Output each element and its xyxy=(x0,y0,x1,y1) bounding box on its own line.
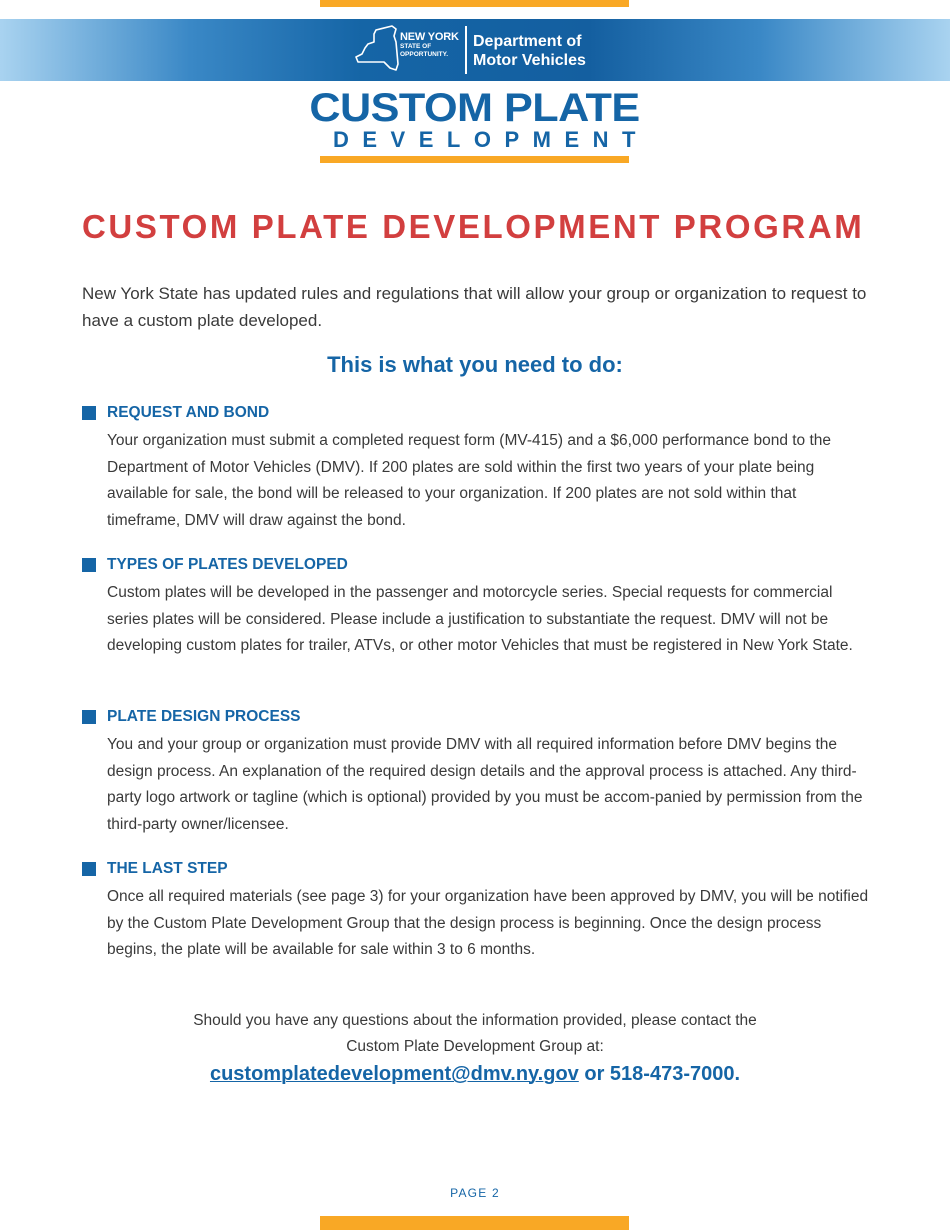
square-bullet-icon xyxy=(82,710,96,724)
top-accent-bar xyxy=(320,0,629,7)
section-title: PLATE DESIGN PROCESS xyxy=(107,708,301,725)
program-logo-title: CUSTOM PLATE xyxy=(309,86,640,130)
state-wordmark xyxy=(400,32,459,58)
section-body: Your organization must submit a completed request form (MV-415) and a $6,000 performance bond to the Department of Motor Vehicles (DMV). If 200 plates are sold within the first two years of your plate being available for sale, the bond will be released to your organization. If 200 plates are not sold within that timeframe, DMV will draw against the bond. xyxy=(107,432,832,529)
program-logo xyxy=(309,86,649,163)
section-last-step xyxy=(82,858,882,964)
contact-text xyxy=(0,1008,950,1060)
section-request-and-bond xyxy=(82,402,882,534)
section-body: You and your group or organization must provide DMV with all required information before DMV begins the design process. An explanation of the required design details and the approval process is attached. Any third-party logo artwork or tagline (which is optional) provided by you must be accom-panied by permission from the third-party owner/licensee. xyxy=(107,736,863,833)
section-title: THE LAST STEP xyxy=(107,860,228,877)
square-bullet-icon xyxy=(82,558,96,572)
state-name: NEW YORK xyxy=(400,31,459,43)
section-body: Once all required materials (see page 3) for your organization have been approved by DMV, you will be notified by the Custom Plate Development Group that the design process is beginning. Once the design process begins, the plate will be available for sale within 3 to 6 months. xyxy=(107,888,869,958)
section-header xyxy=(82,858,882,880)
section-plate-design-process xyxy=(82,706,882,838)
section-body: Custom plates will be developed in the passenger and motorcycle series. Special requests for commercial series plates will be considered. Please include a justification to substantiate the request. DMV will not be developing custom plates for trailer, ATVs, or other motor Vehicles that must be registered in New York State. xyxy=(107,584,853,654)
document-title: CUSTOM PLATE DEVELOPMENT PROGRAM xyxy=(82,208,865,245)
contact-line-2: Custom Plate Development Group at: xyxy=(346,1038,604,1055)
contact-connector: or xyxy=(578,1063,610,1085)
page-number: PAGE 2 xyxy=(450,1186,500,1200)
bottom-accent-bar xyxy=(320,1216,629,1230)
square-bullet-icon xyxy=(82,406,96,420)
square-bullet-icon xyxy=(82,862,96,876)
program-logo-underline xyxy=(320,156,629,163)
contact-details xyxy=(0,1063,950,1086)
program-logo-subtitle: DEVELOPMENT xyxy=(333,127,649,152)
contact-line-1: Should you have any questions about the information provided, please contact the xyxy=(193,1012,757,1029)
section-header xyxy=(82,706,882,728)
steps-heading: This is what you need to do: xyxy=(327,352,623,377)
logo-divider xyxy=(465,26,467,74)
intro-paragraph: New York State has updated rules and regulations that will allow your group or organization to request to have a custom plate developed. xyxy=(82,284,867,330)
section-header xyxy=(82,402,882,424)
state-tagline-line-1: STATE OF xyxy=(400,43,432,50)
section-header xyxy=(82,554,882,576)
section-types-of-plates xyxy=(82,554,882,660)
department-name: Department of Motor Vehicles xyxy=(473,33,586,69)
nys-dmv-logo xyxy=(352,24,607,76)
section-title: REQUEST AND BOND xyxy=(107,404,270,421)
state-tagline-line-2: OPPORTUNITY. xyxy=(400,50,449,58)
contact-email-link[interactable]: customplatedevelopment@dmv.ny.gov xyxy=(209,1063,579,1085)
contact-phone: 518-473-7000. xyxy=(609,1063,741,1085)
section-title: TYPES OF PLATES DEVELOPED xyxy=(107,556,348,573)
